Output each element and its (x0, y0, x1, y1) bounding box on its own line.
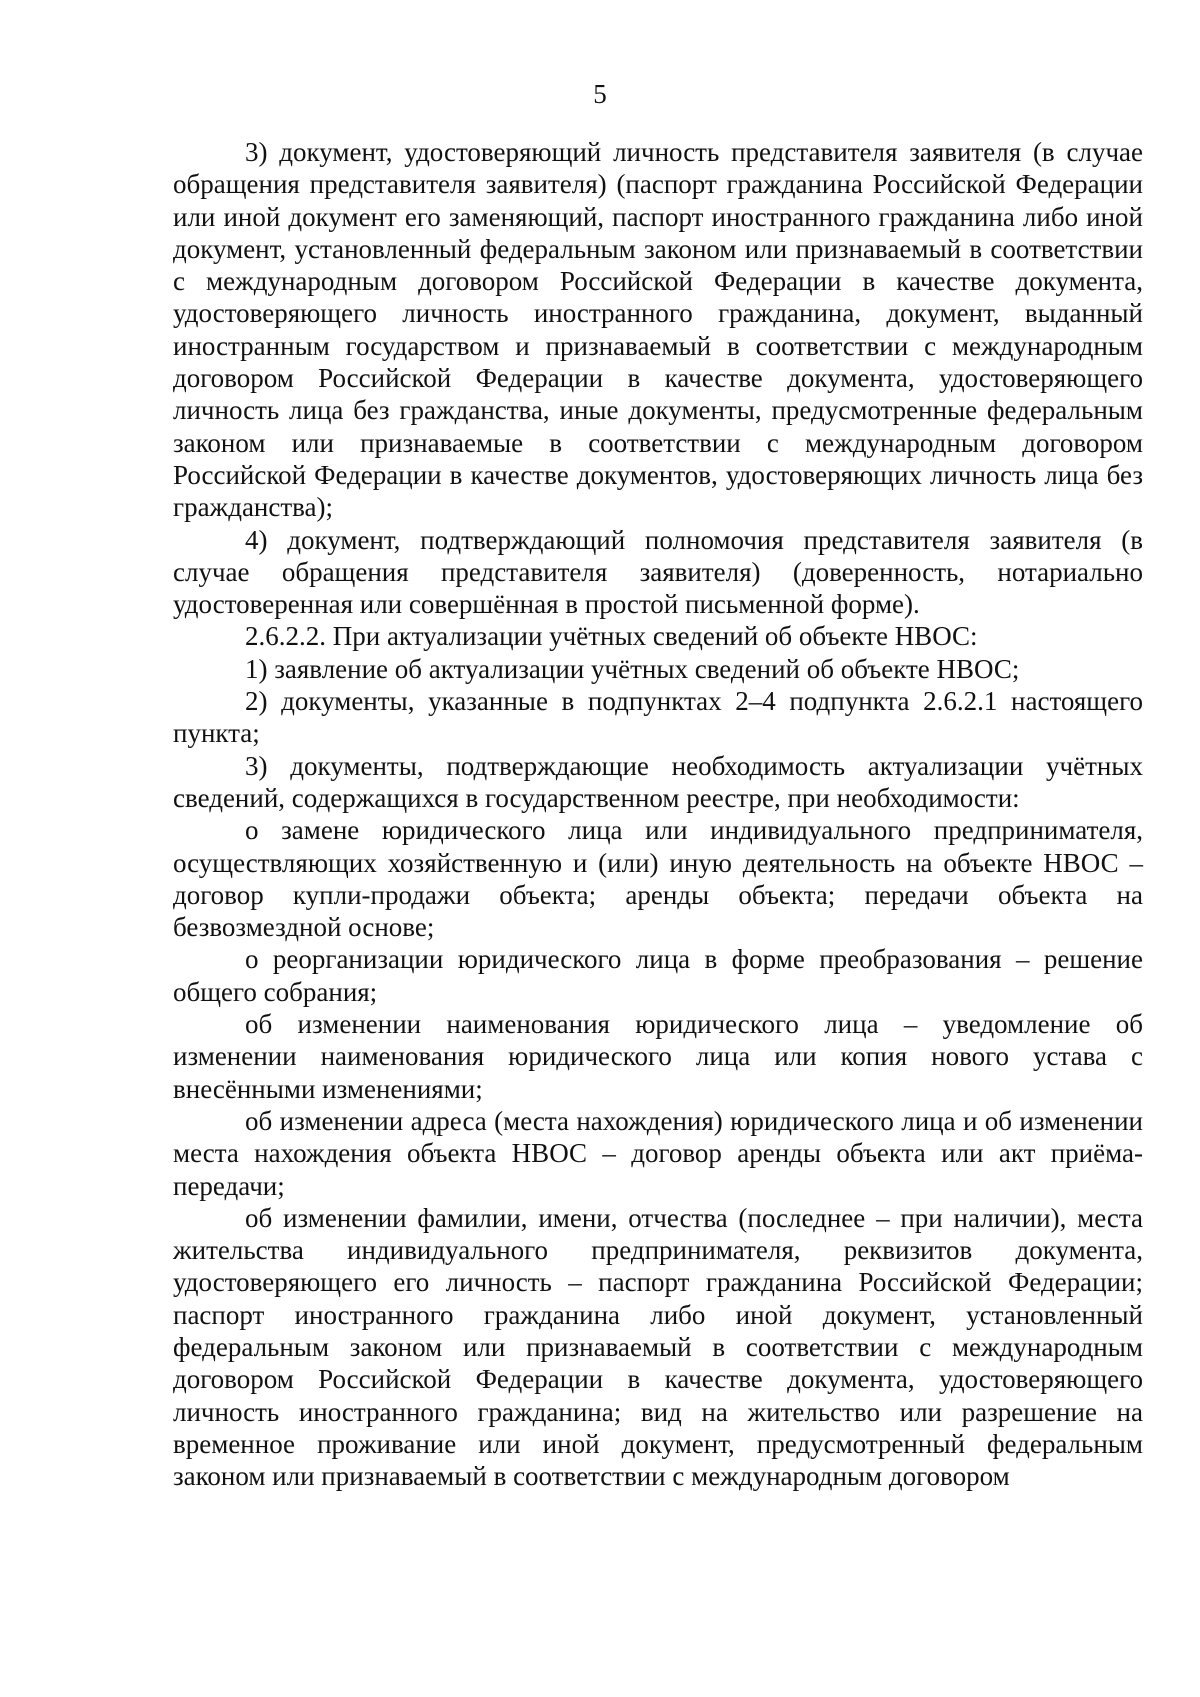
paragraph-subitem-2: 2) документы, указанные в подпунктах 2–4 подпункта 2.6.2.1 настоящего пункта; (173, 686, 1143, 749)
paragraph-personal-data-change: об изменении фамилии, имени, отчества (последнее – при наличии), места жительства индивидуального предпринимателя, реквизитов документа, удостоверяющего его личность – паспорт гражданина Российской Федерации; паспорт иностранного гражданина либо иной документ, установленный федеральным законом или признаваемый в соответствии с международным договором Российской Федерации в качестве документа, удостоверяющего личность иностранного гражданина; вид на жительство или разрешение на временное проживание или иной документ, предусмотренный федеральным законом или признаваемый в соответствии с международным договором (173, 1202, 1143, 1492)
paragraph-item-4-authority-doc: 4) документ, подтверждающий полномочия представителя заявителя (в случае обращения представителя заявителя) (доверенность, нотариально удостоверенная или совершённая в простой письменной форме). (173, 524, 1143, 620)
paragraph-section-2-6-2-2: 2.6.2.2. При актуализации учётных сведений об объекте НВОС: (245, 621, 978, 652)
paragraph-name-change: об изменении наименования юридического лица – уведомление об изменении наименования юридического лица или копия нового устава с внесёнными изменениями; (173, 1009, 1143, 1104)
paragraph-subitem-3: 3) документы, подтверждающие необходимость актуализации учётных сведений, содержащихся в государственном реестре, при необходимости: (173, 750, 1143, 813)
document-body (173, 136, 1143, 1492)
paragraph-reorganization: о реорганизации юридического лица в форме преобразования – решение общего собрания; (173, 944, 1143, 1007)
page-number: 5 (593, 79, 607, 109)
paragraph-item-3-identity-doc: 3) документ, удостоверяющий личность представителя заявителя (в случае обращения представителя заявителя) (паспорт гражданина Российской Федерации или иной документ его заменяющий, паспорт иностранного гражданина либо иной документ, установленный федеральным законом или признаваемый в соответствии с международным договором Российской Федерации в качестве документа, удостоверяющего личность иностранного гражданина, документ, выданный иностранным государством и признаваемый в соответствии с международным договором Российской Федерации в качестве документа, удостоверяющего личность лица без гражданства, иные документы, предусмотренные федеральным законом или признаваемые в соответствии с международным договором Российской Федерации в качестве документов, удостоверяющих личность лица без гражданства); (173, 137, 1143, 523)
paragraph-address-change: об изменении адреса (места нахождения) юридического лица и об изменении места нахождения объекта НВОС – договор аренды объекта или акт приёма-передачи; (173, 1105, 1143, 1201)
paragraph-subitem-1: 1) заявление об актуализации учётных сведений об объекте НВОС; (245, 653, 1020, 684)
paragraph-replacement-of-entity: о замене юридического лица или индивидуального предпринимателя, осуществляющих хозяйственную и (или) иную деятельность на объекте НВОС – договор купли-продажи объекта; аренды объекта; передачи объекта на безвозмездной основе; (173, 815, 1143, 943)
